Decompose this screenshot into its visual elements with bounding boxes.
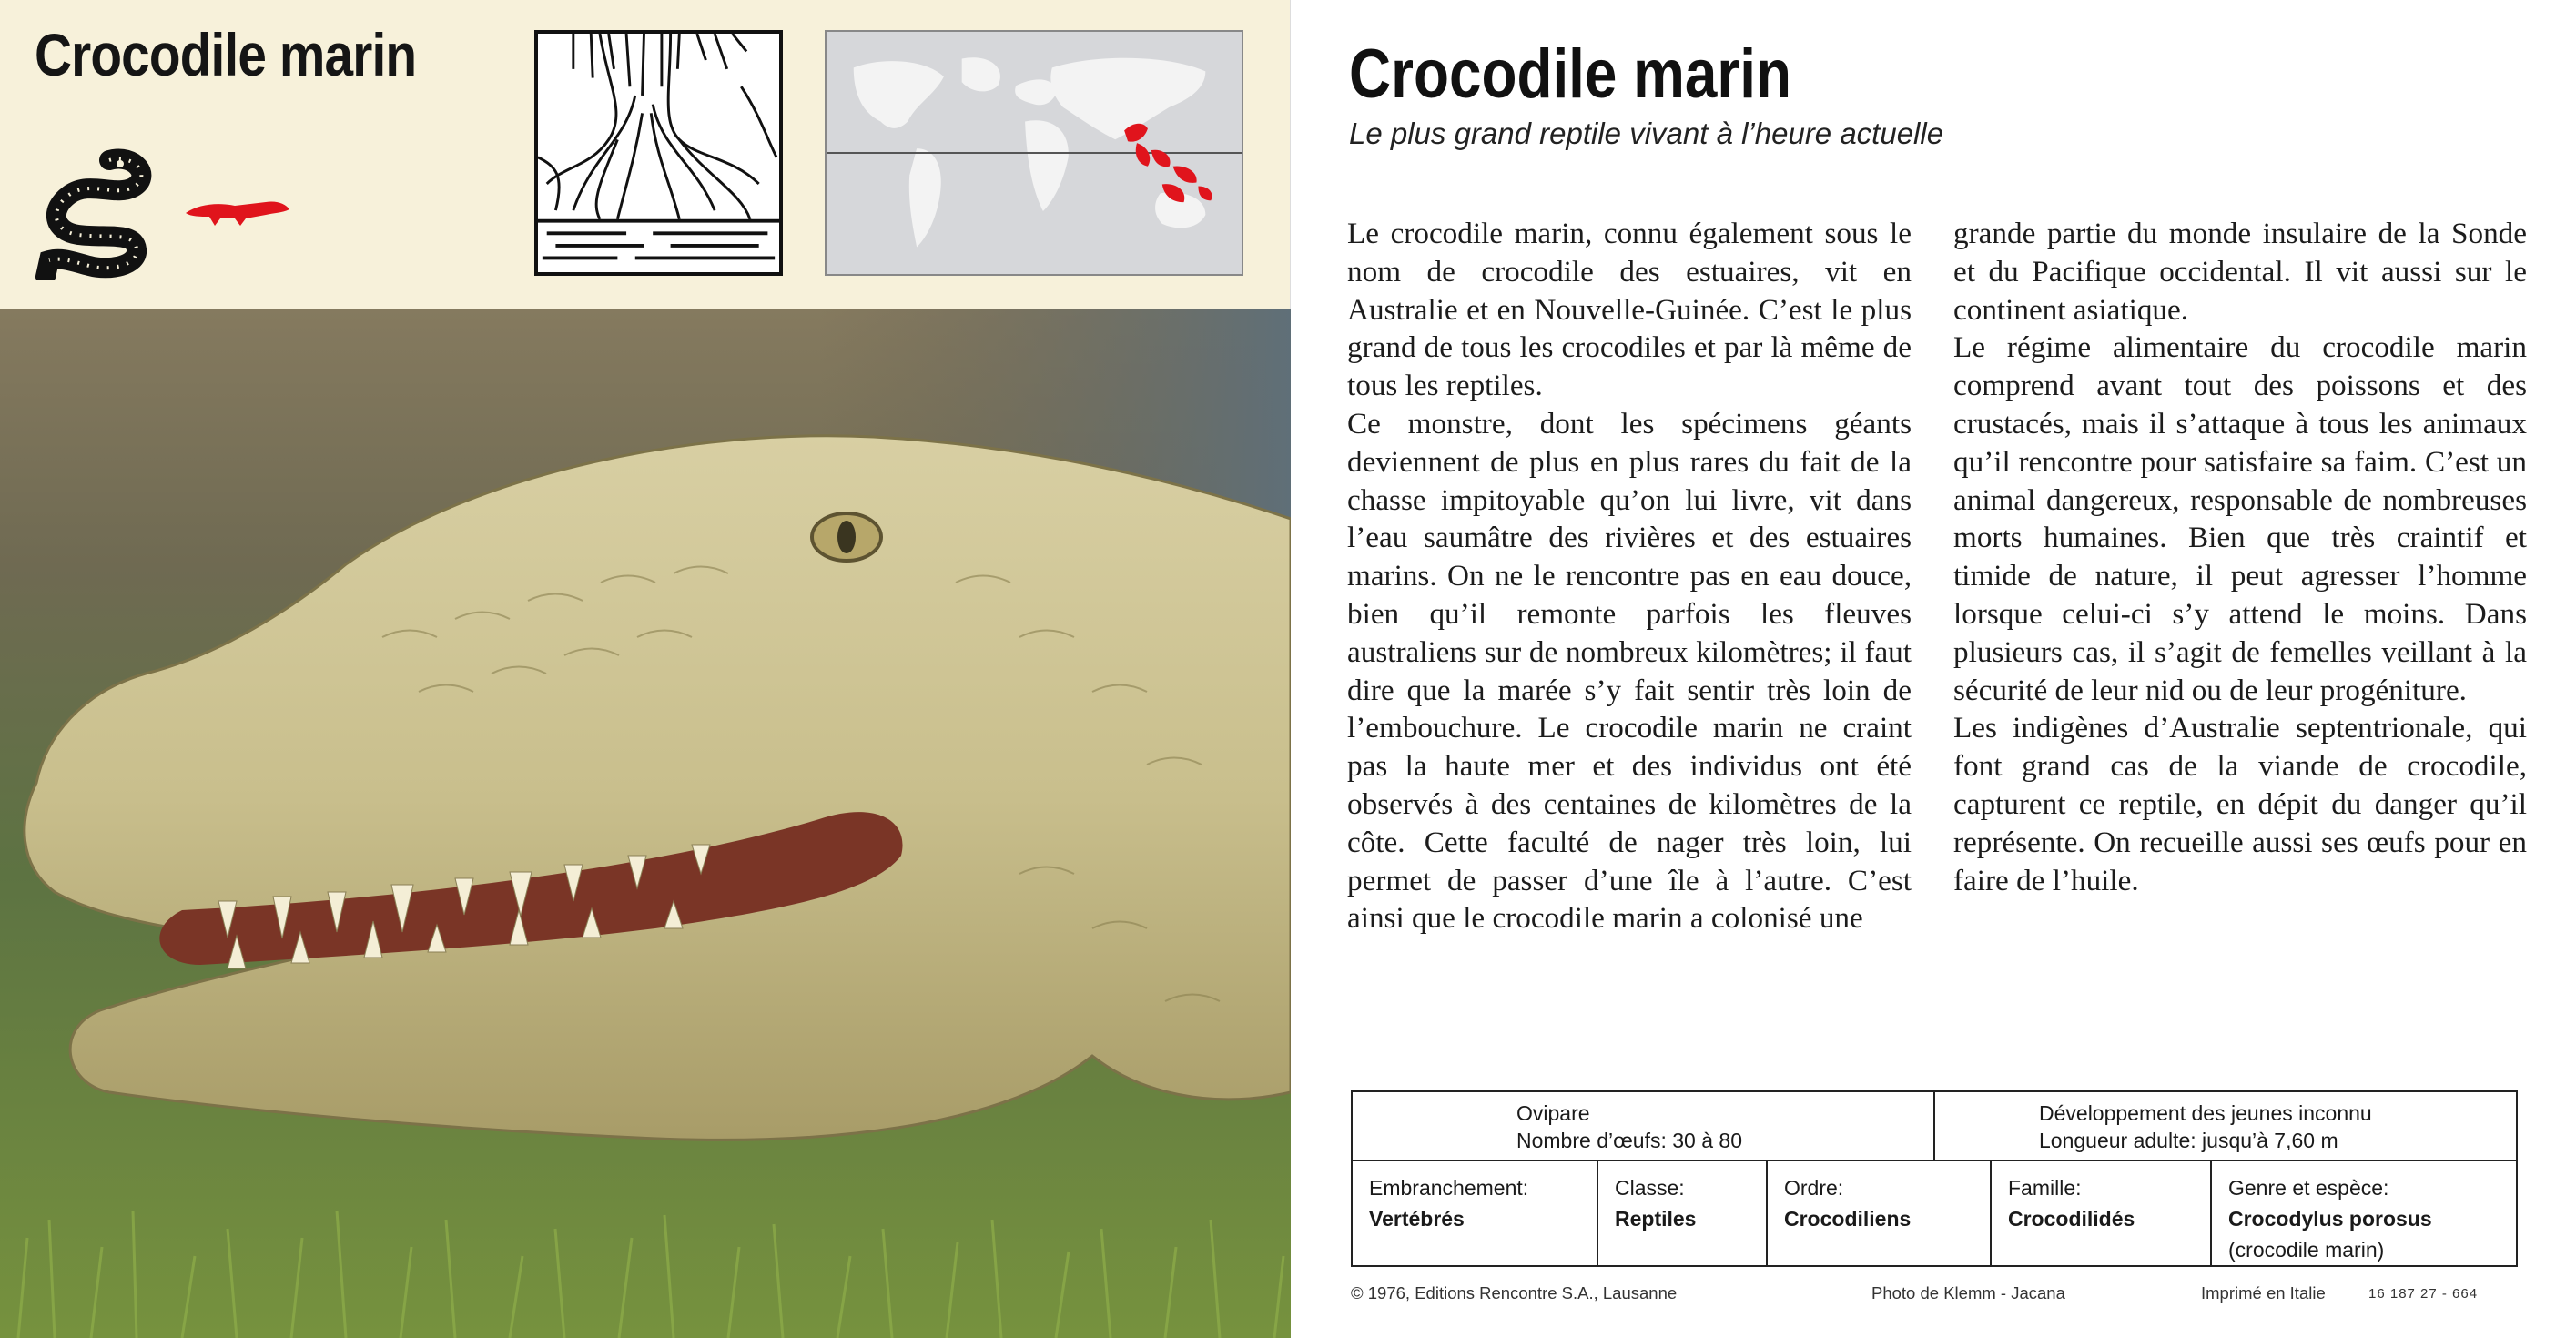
classification-species bbox=[2212, 1161, 2518, 1267]
body-paragraph: Ce monstre, dont les spécimens géants deviennent de plus en plus rares du fait de la chasse impitoyable qu’on lui livre, vit dans l’eau saumâtre des rivières et des estuaires marins. On ne le rencontre pas en eau douce, bien qu’il remonte parfois les fleuves australiens sur de nombreux kilomètres; il faut dire que la marée s’y fait sentir très loin de l’embouchure. Le crocodile marin ne craint pas la haute mer et des individus ont été observés à des centaines de kilomètres de la côte. Cette faculté de nager très loin, lui permet de passer d’une île à l’autre. C’est ainsi que le crocodile marin a colonisé une bbox=[1347, 406, 1912, 936]
copyright-text: © 1976, Editions Rencontre S.A., Lausanne bbox=[1351, 1283, 1678, 1303]
classification-order bbox=[1768, 1161, 1992, 1267]
body-paragraph: Les indigènes d’Australie septentrionale, qui font grand cas de la viande de crocodile, capturent ce reptile, en dépit du danger qu’il représente. On recueille aussi ses œufs pour en faire de l’huile. bbox=[1953, 711, 2527, 897]
classification-value: Crocodilidés bbox=[2008, 1207, 2135, 1231]
classification-label: Embranchement: bbox=[1369, 1176, 1529, 1200]
classification-value: Crocodiliens bbox=[1784, 1207, 1912, 1231]
classification-common-name: (crocodile marin) bbox=[2228, 1238, 2385, 1262]
crocodile-photo bbox=[0, 309, 1291, 1338]
article-subtitle: Le plus grand reptile vivant à l’heure actuelle bbox=[1349, 117, 1944, 150]
classification-label: Famille: bbox=[2008, 1176, 2082, 1200]
facts-row-top bbox=[1353, 1092, 2516, 1161]
facts-table bbox=[1351, 1090, 2518, 1267]
snake-icon bbox=[25, 144, 153, 280]
classification-family bbox=[1992, 1161, 2212, 1267]
body-paragraph: Le crocodile marin, connu également sous le nom de crocodile des estuaires, vit en Australie et en Nouvelle-Guinée. C’est le plus grand de tous les crocodiles et par là même de tous les reptiles. bbox=[1347, 217, 1912, 403]
classification-class bbox=[1598, 1161, 1768, 1267]
crocodile-icon bbox=[182, 193, 291, 229]
classification-value: Vertébrés bbox=[1369, 1207, 1465, 1231]
card-footer bbox=[1351, 1283, 2525, 1311]
classification-label: Genre et espèce: bbox=[2228, 1176, 2389, 1200]
distribution-map bbox=[825, 30, 1243, 276]
body-paragraph: Le régime alimentaire du crocodile marin comprend avant tout des poissons et des crustacés, mais il s’attaque à tous les animaux qu’il rencontre pour satisfaire sa faim. C’est un animal dangereux, responsable de nombreuses morts humaines. Bien que très craintif et timide de nature, il peut agresser l’homme lorsque celui-ci s’y attend le moins. Dans plusieurs cas, il s’agit de femelles veillant à la sécurité de leur nid ou de leur progéniture. bbox=[1953, 330, 2527, 707]
card-title: Crocodile marin bbox=[35, 21, 417, 88]
print-code-text: 16 187 27 - 664 bbox=[2368, 1286, 2479, 1302]
mangrove-habitat-illustration bbox=[534, 30, 783, 276]
article-title: Crocodile marin bbox=[1349, 35, 1792, 113]
photo-credit-text: Photo de Klemm - Jacana bbox=[1871, 1283, 2065, 1303]
body-column-right bbox=[1953, 215, 2527, 899]
classification-value: Crocodylus porosus bbox=[2228, 1207, 2432, 1231]
body-paragraph: grande partie du monde insulaire de la Sonde et du Pacifique occidental. Il vit aussi sur le continent asiatique. bbox=[1953, 217, 2527, 327]
species-card-back bbox=[1291, 0, 2576, 1338]
reproduction-text: Ovipare bbox=[1516, 1101, 1590, 1125]
development-cell bbox=[1935, 1092, 2518, 1161]
classification-label: Ordre: bbox=[1784, 1176, 1844, 1200]
classification-row bbox=[1353, 1161, 2516, 1267]
classification-value: Reptiles bbox=[1615, 1207, 1697, 1231]
printed-in-text: Imprimé en Italie bbox=[2201, 1283, 2326, 1303]
body-column-left bbox=[1347, 215, 1912, 938]
adult-length-text: Longueur adulte: jusqu’à 7,60 m bbox=[2039, 1129, 2338, 1152]
development-text: Développement des jeunes inconnu bbox=[2039, 1101, 2372, 1125]
eggs-count-text: Nombre d’œufs: 30 à 80 bbox=[1516, 1129, 1743, 1152]
classification-phylum bbox=[1353, 1161, 1598, 1267]
reproduction-cell bbox=[1353, 1092, 1935, 1161]
classification-label: Classe: bbox=[1615, 1176, 1685, 1200]
